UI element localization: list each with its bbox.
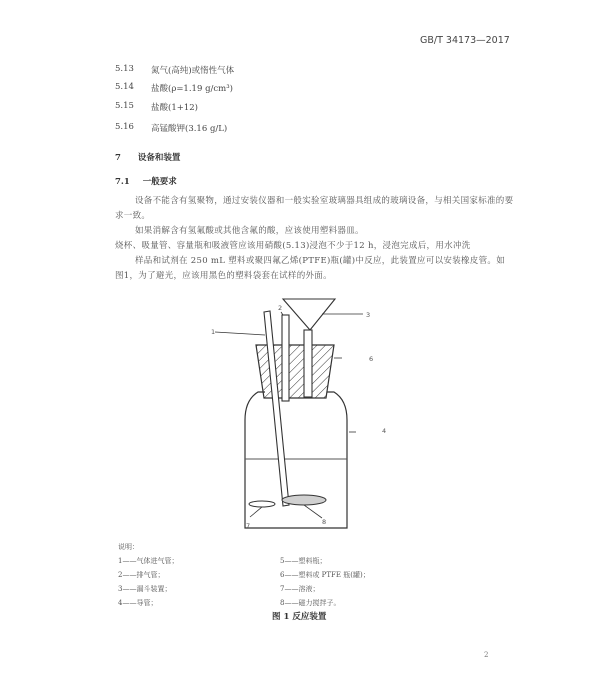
funnel-cone: [283, 299, 335, 330]
figure-caption: 图 1 反应装置: [272, 612, 327, 622]
section-heading: [115, 151, 180, 163]
leader-line: [250, 507, 262, 517]
section-title: 设备和装置: [137, 153, 181, 163]
page-number: 2: [484, 651, 489, 659]
paragraph-line: 烧杯、吸量管、容量瓶和吸液管应该用硝酸(5.13)浸泡不少于12 h，浸泡完成后，用水冲洗: [115, 241, 471, 251]
leader-line: [304, 505, 322, 518]
reaction-apparatus-diagram: [190, 290, 430, 540]
reagent-number: 5.16: [115, 122, 134, 132]
reagent-item: [115, 101, 315, 113]
leader-line: [215, 332, 265, 335]
legend-item: 5——塑料瓶；: [280, 557, 327, 565]
callout-label: 2: [278, 304, 283, 312]
reagent-text: 高锰酸钾(3.16 g/L): [151, 124, 228, 134]
legend-item: 4——导管；: [118, 599, 158, 607]
solution-mark: [249, 501, 275, 507]
funnel-stem: [304, 330, 312, 397]
subsection-title: 一般要求: [142, 177, 177, 187]
paragraph-line: 图1，为了避光，应该用黑色的塑料袋套在试样的外面。: [115, 271, 332, 281]
legend-item: 8——磁力搅拌子。: [280, 599, 341, 607]
reagent-item: [115, 82, 315, 94]
reagent-text: 盐酸(ρ=1.19 g/cm³): [151, 84, 233, 94]
magnetic-stir-bar: [282, 495, 326, 505]
subsection-number: 7.1: [115, 177, 130, 187]
callout-label: 8: [322, 518, 327, 526]
legend-item: 1——气体进气管；: [118, 557, 179, 565]
reagent-text: 氮气(高纯)或惰性气体: [151, 66, 235, 76]
reagent-item: [115, 122, 315, 134]
callout-label: 3: [366, 311, 371, 319]
plastic-bottle: [245, 392, 347, 528]
subsection-heading: [115, 175, 177, 187]
paragraph-line: 样品和试剂在 250 mL 塑料或聚四氟乙烯(PTFE)瓶(罐)中反应，此装置应可以安装橡皮管。如: [135, 256, 505, 266]
exhaust-tube: [282, 315, 289, 401]
callout-label: 7: [246, 522, 251, 530]
legend-item: 3——漏斗装置；: [118, 585, 172, 593]
callout-label: 4: [382, 427, 387, 435]
reagent-text: 盐酸(1+12): [151, 103, 198, 113]
legend-title: 说明：: [118, 543, 139, 551]
reagent-number: 5.13: [115, 64, 134, 74]
reagent-number: 5.15: [115, 101, 134, 111]
paragraph-line: 如果消解含有氢氟酸或其他含氟的酸，应该使用塑料器皿。: [135, 226, 364, 236]
legend-item: 7——溶液；: [280, 585, 320, 593]
callout-label: 6: [369, 355, 374, 363]
section-number: 7: [115, 153, 121, 163]
paragraph-line: 设备不能含有氢聚物，通过安装仪器和一般实验室玻璃器具组成的玻璃设备，与相关国家标准的要: [135, 196, 514, 206]
legend-item: 6——塑料或 PTFE 瓶(罐)；: [280, 571, 370, 579]
reagent-item: [115, 64, 315, 76]
callout-label: 1: [211, 328, 216, 336]
reagent-number: 5.14: [115, 82, 134, 92]
paragraph-line: 求一致。: [115, 211, 151, 221]
standard-number: GB/T 34173—2017: [420, 35, 510, 46]
legend-item: 2——排气管；: [118, 571, 165, 579]
